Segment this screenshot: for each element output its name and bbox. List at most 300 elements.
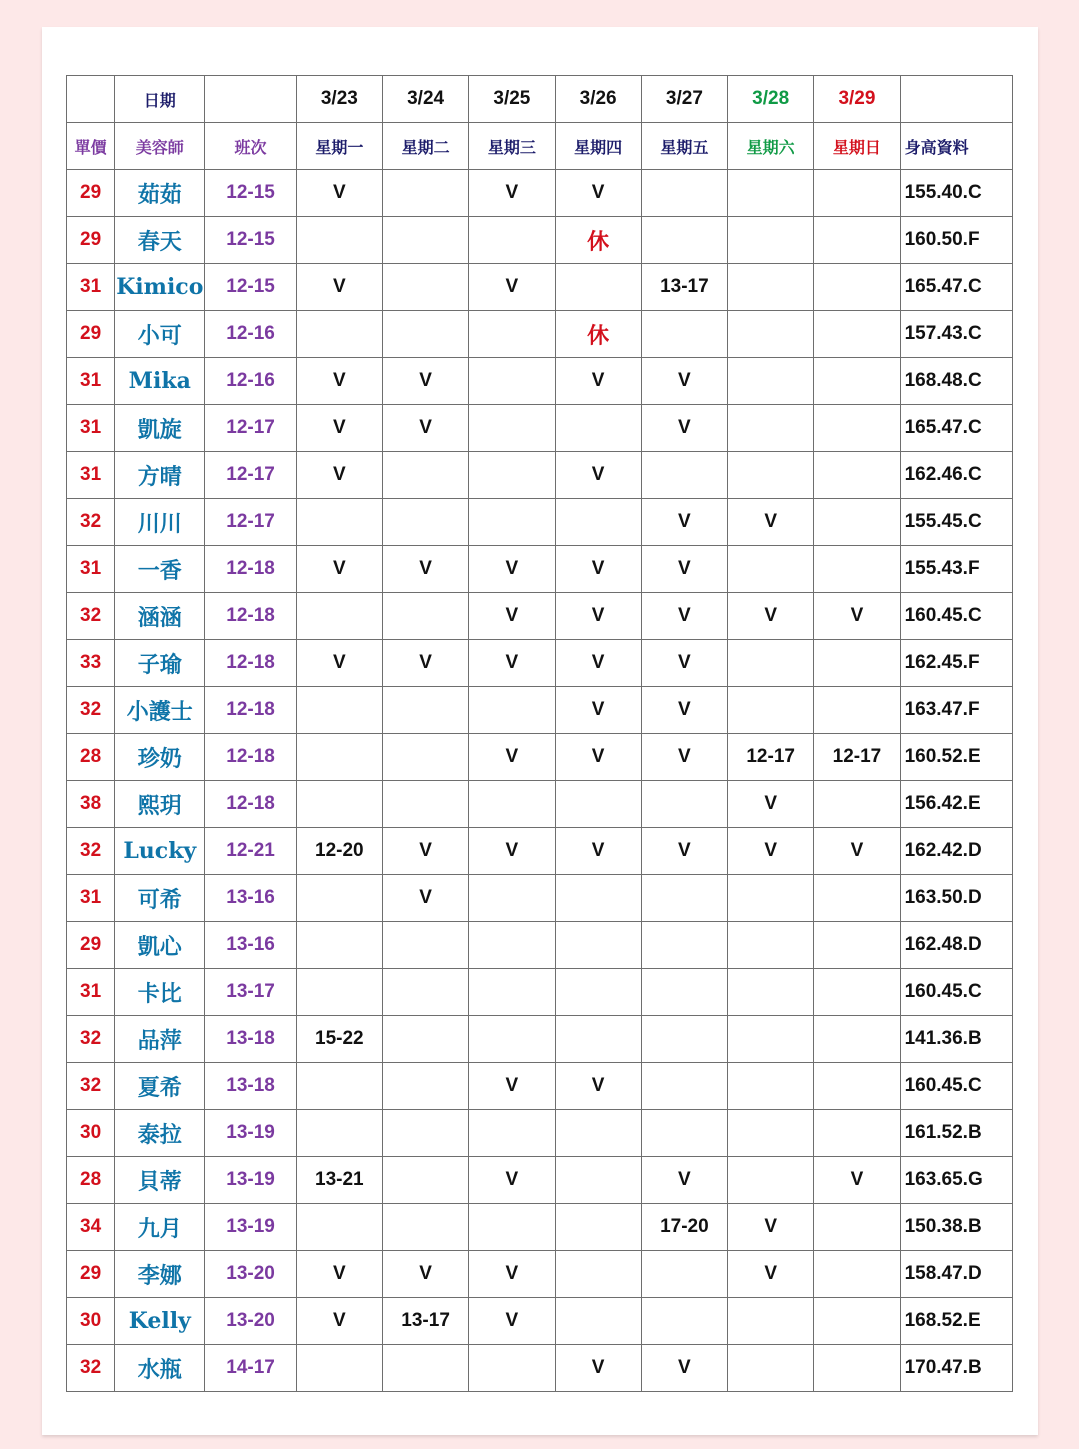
day-cell [728, 687, 814, 734]
shift-cell: 13-19 [205, 1110, 296, 1157]
table-row [67, 1016, 1013, 1063]
shift-cell: 13-19 [205, 1204, 296, 1251]
table-row [67, 405, 1013, 452]
price-cell: 32 [67, 1063, 115, 1110]
price-cell: 34 [67, 1204, 115, 1251]
day-cell [814, 922, 900, 969]
price-cell: 31 [67, 405, 115, 452]
shift-cell: 12-18 [205, 640, 296, 687]
height-cell: 163.50.D [900, 875, 1012, 922]
day-cell: V [641, 499, 727, 546]
day-cell [382, 1345, 468, 1392]
table-row [67, 922, 1013, 969]
shift-cell: 12-17 [205, 405, 296, 452]
day-cell [296, 734, 382, 781]
day-cell [728, 922, 814, 969]
day-cell [555, 264, 641, 311]
day-cell: V [641, 828, 727, 875]
day-cell: 休 [555, 311, 641, 358]
day-cell [296, 499, 382, 546]
day-cell: 12-20 [296, 828, 382, 875]
day-cell [469, 358, 555, 405]
table-row [67, 311, 1013, 358]
day-cell [469, 311, 555, 358]
height-column-header: 身高資料 [900, 123, 1012, 170]
day-cell [814, 687, 900, 734]
stylist-name-cell: 方晴 [115, 452, 205, 499]
table-row [67, 734, 1013, 781]
day-cell [382, 781, 468, 828]
day-cell: V [296, 1298, 382, 1345]
day-cell: V [728, 828, 814, 875]
height-cell: 160.50.F [900, 217, 1012, 264]
day-cell: 13-17 [382, 1298, 468, 1345]
day-cell: V [469, 593, 555, 640]
price-cell: 38 [67, 781, 115, 828]
day-cell: V [555, 1063, 641, 1110]
shift-cell: 14-17 [205, 1345, 296, 1392]
day-cell: V [814, 593, 900, 640]
stylist-name-cell: 珍奶 [115, 734, 205, 781]
day-cell [382, 1016, 468, 1063]
day-cell [641, 781, 727, 828]
table-row [67, 358, 1013, 405]
height-cell: 165.47.C [900, 264, 1012, 311]
day-cell [641, 1016, 727, 1063]
weekday-header-1: 星期二 [382, 123, 468, 170]
table-row [67, 1110, 1013, 1157]
shift-cell: 13-16 [205, 875, 296, 922]
day-cell: V [555, 452, 641, 499]
price-cell: 32 [67, 593, 115, 640]
day-cell [296, 593, 382, 640]
day-cell [728, 358, 814, 405]
stylist-name-cell: 春天 [115, 217, 205, 264]
day-cell [814, 264, 900, 311]
height-cell: 155.45.C [900, 499, 1012, 546]
day-cell: V [641, 358, 727, 405]
stylist-name-cell: 一香 [115, 546, 205, 593]
price-cell: 31 [67, 264, 115, 311]
price-cell: 33 [67, 640, 115, 687]
date-header-6: 3/29 [814, 76, 900, 123]
day-cell [469, 922, 555, 969]
day-cell [382, 687, 468, 734]
day-cell [728, 969, 814, 1016]
stylist-name-cell: 貝蒂 [115, 1157, 205, 1204]
day-cell: V [641, 1157, 727, 1204]
price-cell: 30 [67, 1110, 115, 1157]
day-cell [814, 546, 900, 593]
height-cell: 168.52.E [900, 1298, 1012, 1345]
day-cell [814, 1063, 900, 1110]
day-cell: V [641, 593, 727, 640]
day-cell [641, 922, 727, 969]
day-cell [641, 452, 727, 499]
date-header-1: 3/24 [382, 76, 468, 123]
day-cell [296, 969, 382, 1016]
day-cell [641, 1298, 727, 1345]
shift-cell: 12-18 [205, 593, 296, 640]
day-cell: V [728, 499, 814, 546]
price-cell: 29 [67, 217, 115, 264]
day-cell [555, 405, 641, 452]
price-cell: 28 [67, 734, 115, 781]
height-cell: 158.47.D [900, 1251, 1012, 1298]
day-cell [469, 217, 555, 264]
price-cell: 31 [67, 969, 115, 1016]
day-cell [555, 875, 641, 922]
shift-cell: 13-20 [205, 1298, 296, 1345]
header-date-row [67, 76, 1013, 123]
day-cell: V [382, 546, 468, 593]
day-cell [382, 1063, 468, 1110]
stylist-name-cell: 卡比 [115, 969, 205, 1016]
height-cell: 162.42.D [900, 828, 1012, 875]
day-cell: V [469, 1251, 555, 1298]
weekday-header-6: 星期日 [814, 123, 900, 170]
stylist-name-cell: Mika [115, 358, 205, 405]
day-cell: V [382, 828, 468, 875]
day-cell: V [641, 546, 727, 593]
day-cell [382, 452, 468, 499]
shift-cell: 12-17 [205, 452, 296, 499]
day-cell [641, 875, 727, 922]
day-cell [469, 1204, 555, 1251]
height-cell: 157.43.C [900, 311, 1012, 358]
day-cell [814, 1298, 900, 1345]
day-cell [728, 875, 814, 922]
shift-cell: 12-18 [205, 734, 296, 781]
table-row [67, 170, 1013, 217]
height-cell: 155.43.F [900, 546, 1012, 593]
day-cell [728, 217, 814, 264]
stylist-name-cell: 川川 [115, 499, 205, 546]
day-cell: V [555, 358, 641, 405]
price-cell: 29 [67, 311, 115, 358]
table-row [67, 217, 1013, 264]
day-cell: V [555, 546, 641, 593]
table-row [67, 687, 1013, 734]
table-row [67, 1063, 1013, 1110]
day-cell: V [728, 593, 814, 640]
shift-cell: 12-16 [205, 358, 296, 405]
day-cell [382, 734, 468, 781]
shift-cell: 12-17 [205, 499, 296, 546]
day-cell [296, 687, 382, 734]
day-cell: V [641, 405, 727, 452]
day-cell [814, 875, 900, 922]
day-cell [814, 1204, 900, 1251]
day-cell [296, 781, 382, 828]
stylist-name-cell: 水瓶 [115, 1345, 205, 1392]
height-cell: 162.48.D [900, 922, 1012, 969]
day-cell [814, 640, 900, 687]
height-cell: 161.52.B [900, 1110, 1012, 1157]
day-cell [728, 1110, 814, 1157]
header-blank-cell [205, 76, 296, 123]
day-cell [469, 781, 555, 828]
day-cell [814, 1251, 900, 1298]
day-cell [382, 922, 468, 969]
day-cell [728, 1063, 814, 1110]
day-cell: 13-21 [296, 1157, 382, 1204]
height-cell: 141.36.B [900, 1016, 1012, 1063]
day-cell: V [555, 734, 641, 781]
price-cell: 32 [67, 1345, 115, 1392]
day-cell: V [382, 405, 468, 452]
table-row [67, 1204, 1013, 1251]
day-cell [728, 640, 814, 687]
day-cell [555, 1298, 641, 1345]
day-cell: V [296, 1251, 382, 1298]
table-row [67, 640, 1013, 687]
stylist-name-cell: 泰拉 [115, 1110, 205, 1157]
price-cell: 29 [67, 1251, 115, 1298]
height-cell: 170.47.B [900, 1345, 1012, 1392]
stylist-name-cell: Kimico [115, 264, 205, 311]
day-cell [382, 969, 468, 1016]
name-column-header: 美容師 [115, 123, 205, 170]
price-cell: 31 [67, 875, 115, 922]
table-row [67, 1345, 1013, 1392]
table-row [67, 828, 1013, 875]
height-cell: 160.45.C [900, 969, 1012, 1016]
date-header-0: 3/23 [296, 76, 382, 123]
price-cell: 31 [67, 358, 115, 405]
day-cell: V [555, 170, 641, 217]
day-cell [728, 264, 814, 311]
table-row [67, 969, 1013, 1016]
day-cell: V [469, 1157, 555, 1204]
shift-cell: 13-20 [205, 1251, 296, 1298]
day-cell [641, 1110, 727, 1157]
day-cell [728, 405, 814, 452]
day-cell: V [469, 828, 555, 875]
day-cell [728, 546, 814, 593]
stylist-name-cell: Lucky [115, 828, 205, 875]
day-cell [814, 311, 900, 358]
day-cell [469, 499, 555, 546]
day-cell [555, 1110, 641, 1157]
price-cell: 32 [67, 687, 115, 734]
day-cell [382, 264, 468, 311]
day-cell: V [469, 170, 555, 217]
height-cell: 150.38.B [900, 1204, 1012, 1251]
day-cell [555, 1204, 641, 1251]
day-cell [296, 1345, 382, 1392]
day-cell [296, 217, 382, 264]
day-cell: 17-20 [641, 1204, 727, 1251]
height-cell: 160.52.E [900, 734, 1012, 781]
day-cell [382, 217, 468, 264]
weekday-header-5: 星期六 [728, 123, 814, 170]
day-cell: V [296, 546, 382, 593]
stylist-name-cell: 涵涵 [115, 593, 205, 640]
shift-cell: 13-18 [205, 1063, 296, 1110]
day-cell [555, 969, 641, 1016]
day-cell [296, 922, 382, 969]
header-blank-cell [67, 76, 115, 123]
day-cell: V [469, 1063, 555, 1110]
table-row [67, 499, 1013, 546]
stylist-name-cell: 九月 [115, 1204, 205, 1251]
stylist-name-cell: 夏希 [115, 1063, 205, 1110]
stylist-name-cell: 凱旋 [115, 405, 205, 452]
day-cell [814, 452, 900, 499]
day-cell [469, 1345, 555, 1392]
day-cell: V [728, 781, 814, 828]
day-cell: V [469, 546, 555, 593]
day-cell [728, 311, 814, 358]
table-row [67, 1298, 1013, 1345]
header-weekday-row [67, 123, 1013, 170]
day-cell: V [469, 1298, 555, 1345]
date-header-3: 3/26 [555, 76, 641, 123]
day-cell [814, 405, 900, 452]
stylist-name-cell: 李娜 [115, 1251, 205, 1298]
price-cell: 29 [67, 922, 115, 969]
shift-cell: 13-16 [205, 922, 296, 969]
day-cell: V [814, 828, 900, 875]
table-row [67, 452, 1013, 499]
date-header-2: 3/25 [469, 76, 555, 123]
day-cell [296, 1110, 382, 1157]
day-cell [296, 311, 382, 358]
day-cell [814, 781, 900, 828]
day-cell [469, 687, 555, 734]
day-cell [814, 969, 900, 1016]
shift-cell: 13-18 [205, 1016, 296, 1063]
price-cell: 32 [67, 828, 115, 875]
table-row [67, 1157, 1013, 1204]
day-cell: V [382, 358, 468, 405]
day-cell: V [469, 734, 555, 781]
shift-column-header: 班次 [205, 123, 296, 170]
day-cell: 15-22 [296, 1016, 382, 1063]
height-cell: 162.46.C [900, 452, 1012, 499]
day-cell [296, 1204, 382, 1251]
price-column-header: 單價 [67, 123, 115, 170]
shift-cell: 12-21 [205, 828, 296, 875]
day-cell: V [641, 734, 727, 781]
stylist-name-cell: 茹茹 [115, 170, 205, 217]
day-cell: V [555, 1345, 641, 1392]
table-row [67, 1251, 1013, 1298]
day-cell: V [555, 828, 641, 875]
height-cell: 165.47.C [900, 405, 1012, 452]
day-cell [382, 170, 468, 217]
price-cell: 28 [67, 1157, 115, 1204]
stylist-name-cell: 小可 [115, 311, 205, 358]
shift-cell: 12-16 [205, 311, 296, 358]
day-cell: V [641, 640, 727, 687]
date-header-5: 3/28 [728, 76, 814, 123]
day-cell [555, 922, 641, 969]
day-cell [641, 217, 727, 264]
day-cell: 休 [555, 217, 641, 264]
shift-cell: 12-18 [205, 546, 296, 593]
price-cell: 29 [67, 170, 115, 217]
day-cell [469, 875, 555, 922]
schedule-table [66, 75, 1013, 1392]
height-cell: 160.45.C [900, 1063, 1012, 1110]
price-cell: 32 [67, 499, 115, 546]
day-cell: V [382, 875, 468, 922]
shift-cell: 12-18 [205, 781, 296, 828]
stylist-name-cell: 子瑜 [115, 640, 205, 687]
day-cell [555, 1251, 641, 1298]
day-cell [296, 1063, 382, 1110]
day-cell [382, 311, 468, 358]
stylist-name-cell: Kelly [115, 1298, 205, 1345]
day-cell [555, 499, 641, 546]
day-cell: V [296, 264, 382, 311]
day-cell [382, 1157, 468, 1204]
day-cell: V [728, 1251, 814, 1298]
day-cell: V [296, 452, 382, 499]
day-cell [814, 170, 900, 217]
day-cell [814, 499, 900, 546]
day-cell: V [296, 170, 382, 217]
weekday-header-4: 星期五 [641, 123, 727, 170]
table-row [67, 593, 1013, 640]
day-cell [382, 499, 468, 546]
day-cell: 12-17 [814, 734, 900, 781]
day-cell [382, 593, 468, 640]
shift-cell: 12-15 [205, 170, 296, 217]
day-cell [641, 170, 727, 217]
day-cell [728, 1016, 814, 1063]
height-cell: 163.65.G [900, 1157, 1012, 1204]
stylist-name-cell: 熙玥 [115, 781, 205, 828]
header-blank-cell [900, 76, 1012, 123]
day-cell: V [728, 1204, 814, 1251]
date-header-4: 3/27 [641, 76, 727, 123]
height-cell: 155.40.C [900, 170, 1012, 217]
day-cell [728, 1298, 814, 1345]
price-cell: 32 [67, 1016, 115, 1063]
weekday-header-0: 星期一 [296, 123, 382, 170]
table-row [67, 264, 1013, 311]
price-cell: 31 [67, 546, 115, 593]
day-cell [814, 1016, 900, 1063]
shift-cell: 12-18 [205, 687, 296, 734]
day-cell [728, 452, 814, 499]
day-cell [814, 1345, 900, 1392]
price-cell: 31 [67, 452, 115, 499]
day-cell [555, 781, 641, 828]
day-cell: V [555, 687, 641, 734]
day-cell: V [296, 358, 382, 405]
height-cell: 156.42.E [900, 781, 1012, 828]
day-cell: V [814, 1157, 900, 1204]
day-cell: V [555, 640, 641, 687]
shift-cell: 12-15 [205, 264, 296, 311]
day-cell [469, 1016, 555, 1063]
day-cell: 12-17 [728, 734, 814, 781]
day-cell [641, 1063, 727, 1110]
day-cell [555, 1016, 641, 1063]
date-label: 日期 [115, 76, 205, 123]
day-cell [728, 1345, 814, 1392]
weekday-header-3: 星期四 [555, 123, 641, 170]
day-cell [382, 1204, 468, 1251]
table-row [67, 781, 1013, 828]
schedule-sheet [42, 27, 1038, 1435]
day-cell: V [469, 640, 555, 687]
day-cell [641, 311, 727, 358]
